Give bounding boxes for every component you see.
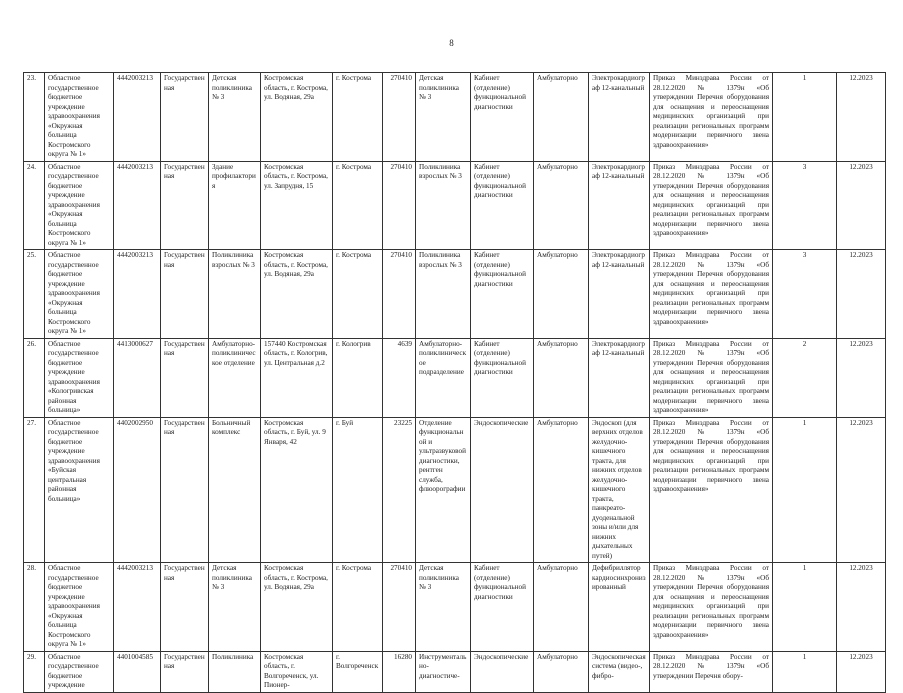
table-row xyxy=(24,250,886,339)
cell-quantity: 1 xyxy=(773,651,837,692)
cell-delivery-date: 12.2023 xyxy=(837,250,886,339)
cell-equipment-name: Электрокардиограф 12-канальный xyxy=(589,161,650,250)
cell-legal-document: Приказ Минздрава России от 28.12.2020 № 1379н «Об утверждении Перечня оборудования для оснащения и переоснащения медицинских организаций при реализации региональных программ модернизации первичного звена здравоохранения» xyxy=(650,338,773,417)
cell-equipment-name: Электрокардиограф 12-канальный xyxy=(589,73,650,162)
cell-facility-address: Костромская область, г. Кострома, ул. Водяная, 29а xyxy=(261,250,333,339)
cell-locality: г. Кострома xyxy=(333,73,383,162)
cell-quantity: 1 xyxy=(773,417,837,563)
cell-row-number: 29. xyxy=(24,651,45,692)
cell-cabinet-type: Кабинет (отделение) функциональной диагностики xyxy=(471,250,534,339)
cell-equipment-name: Электрокардиограф 12-канальный xyxy=(589,338,650,417)
cell-organization-name: Областное государственное бюджетное учреждение здравоохранения «Окружная больница Костромского округа № 1» xyxy=(45,563,114,652)
cell-delivery-date: 12.2023 xyxy=(837,417,886,563)
cell-facility-address: 157440 Костромская область, г. Кологрив, ул. Центральная д.2 xyxy=(261,338,333,417)
cell-organization-name: Областное государственное бюджетное учреждение здравоохранения «Кологривская районная больница» xyxy=(45,338,114,417)
cell-population: 270410 xyxy=(383,73,416,162)
cell-delivery-date: 12.2023 xyxy=(837,563,886,652)
cell-facility-address: Костромская область, г. Кострома, ул. Запрудня, 15 xyxy=(261,161,333,250)
cell-facility-unit: Поликлиника xyxy=(209,651,261,692)
cell-legal-document: Приказ Минздрава России от 28.12.2020 № 1379н «Об утверждении Перечня оборудования для оснащения и переоснащения медицинских организаций при реализации региональных программ модернизации первичного звена здравоохранения» xyxy=(650,417,773,563)
cell-row-number: 23. xyxy=(24,73,45,162)
page-number: 8 xyxy=(449,38,454,48)
cell-quantity: 1 xyxy=(773,563,837,652)
cell-locality: г. Кострома xyxy=(333,161,383,250)
cell-care-type: Амбулаторно xyxy=(534,338,589,417)
table-row xyxy=(24,417,886,563)
cell-population: 270410 xyxy=(383,563,416,652)
cell-quantity: 1 xyxy=(773,73,837,162)
cell-inn-code: 4442003213 xyxy=(114,161,161,250)
cell-delivery-date: 12.2023 xyxy=(837,651,886,692)
cell-quantity: 2 xyxy=(773,338,837,417)
cell-cabinet-type: Кабинет (отделение) функциональной диагностики xyxy=(471,73,534,162)
cell-ownership-form: Государственная xyxy=(161,563,209,652)
cell-facility-unit: Амбулаторно-поликлиническое отделение xyxy=(209,338,261,417)
cell-population: 16280 xyxy=(383,651,416,692)
cell-care-type: Амбулаторно xyxy=(534,651,589,692)
cell-locality: г. Буй xyxy=(333,417,383,563)
cell-facility-unit: Поликлиника взрослых № 3 xyxy=(209,250,261,339)
cell-quantity: 3 xyxy=(773,161,837,250)
cell-population: 270410 xyxy=(383,161,416,250)
cell-ownership-form: Государственная xyxy=(161,417,209,563)
cell-row-number: 24. xyxy=(24,161,45,250)
cell-inn-code: 4413000627 xyxy=(114,338,161,417)
cell-inn-code: 4442003213 xyxy=(114,250,161,339)
cell-row-number: 26. xyxy=(24,338,45,417)
cell-facility-unit: Детская поликлиника № 3 xyxy=(209,73,261,162)
cell-subdivision: Поликлиника взрослых № 3 xyxy=(416,161,471,250)
table-row xyxy=(24,161,886,250)
cell-legal-document: Приказ Минздрава России от 28.12.2020 № 1379н «Об утверждении Перечня оборудования для оснащения и переоснащения медицинских организаций при реализации региональных программ модернизации первичного звена здравоохранения» xyxy=(650,563,773,652)
cell-cabinet-type: Кабинет (отделение) функциональной диагностики xyxy=(471,338,534,417)
cell-inn-code: 4442003213 xyxy=(114,563,161,652)
cell-facility-address: Костромская область, г. Кострома, ул. Водяная, 29а xyxy=(261,73,333,162)
cell-care-type: Амбулаторно xyxy=(534,250,589,339)
cell-row-number: 28. xyxy=(24,563,45,652)
cell-organization-name: Областное государственное бюджетное учреждение здравоохранения «Окружная больница Костромского округа № 1» xyxy=(45,73,114,162)
cell-ownership-form: Государственная xyxy=(161,651,209,692)
cell-subdivision: Детская поликлиника № 3 xyxy=(416,563,471,652)
cell-subdivision: Инструментально-диагностиче- xyxy=(416,651,471,692)
cell-facility-address: Костромская область, г. Волгореченск, ул. Пионер- xyxy=(261,651,333,692)
cell-subdivision: Отделение функциональной и ультразвуковой диагностики, рентген служба, флюорографии xyxy=(416,417,471,563)
cell-cabinet-type: Кабинет (отделение) функциональной диагностики xyxy=(471,563,534,652)
cell-ownership-form: Государственная xyxy=(161,250,209,339)
cell-subdivision: Детская поликлиника № 3 xyxy=(416,73,471,162)
cell-equipment-name: Электрокардиограф 12-канальный xyxy=(589,250,650,339)
cell-inn-code: 4401004585 xyxy=(114,651,161,692)
cell-facility-unit: Больничный комплекс xyxy=(209,417,261,563)
cell-organization-name: Областное государственное бюджетное учреждение xyxy=(45,651,114,692)
cell-cabinet-type: Кабинет (отделение) функциональной диагностики xyxy=(471,161,534,250)
cell-ownership-form: Государственная xyxy=(161,338,209,417)
cell-locality: г. Кологрив xyxy=(333,338,383,417)
cell-equipment-name: Эндоскоп (для верхних отделов желудочно-кишечного тракта, для нижних отделов желудочно-кишечного тракта, панкреато-дуоденальной зоны и/или для нижних дыхательных путей) xyxy=(589,417,650,563)
cell-locality: г. Волгореченск xyxy=(333,651,383,692)
cell-row-number: 27. xyxy=(24,417,45,563)
cell-legal-document: Приказ Минздрава России от 28.12.2020 № 1379н «Об утверждении Перечня оборудования для оснащения и переоснащения медицинских организаций при реализации региональных программ модернизации первичного звена здравоохранения» xyxy=(650,73,773,162)
cell-equipment-name: Эндоскопическая система (видео-, фибро- xyxy=(589,651,650,692)
cell-legal-document: Приказ Минздрава России от 28.12.2020 № 1379н «Об утверждении Перечня обору- xyxy=(650,651,773,692)
cell-inn-code: 4402002950 xyxy=(114,417,161,563)
cell-facility-unit: Детская поликлиника № 3 xyxy=(209,563,261,652)
cell-delivery-date: 12.2023 xyxy=(837,73,886,162)
cell-population: 270410 xyxy=(383,250,416,339)
equipment-table xyxy=(23,72,886,693)
cell-facility-unit: Здание профилактория xyxy=(209,161,261,250)
cell-locality: г. Кострома xyxy=(333,563,383,652)
table-row xyxy=(24,338,886,417)
cell-delivery-date: 12.2023 xyxy=(837,338,886,417)
cell-population: 4639 xyxy=(383,338,416,417)
cell-care-type: Амбулаторно xyxy=(534,161,589,250)
cell-organization-name: Областное государственное бюджетное учреждение здравоохранения «Буйская центральная районная больница» xyxy=(45,417,114,563)
cell-care-type: Амбулаторно xyxy=(534,417,589,563)
cell-row-number: 25. xyxy=(24,250,45,339)
table-row xyxy=(24,563,886,652)
cell-legal-document: Приказ Минздрава России от 28.12.2020 № 1379н «Об утверждении Перечня оборудования для оснащения и переоснащения медицинских организаций при реализации региональных программ модернизации первичного звена здравоохранения» xyxy=(650,161,773,250)
cell-ownership-form: Государственная xyxy=(161,161,209,250)
cell-facility-address: Костромская область, г. Кострома, ул. Водяная, 29а xyxy=(261,563,333,652)
cell-cabinet-type: Эндоскопические xyxy=(471,417,534,563)
table-row xyxy=(24,651,886,692)
cell-subdivision: Амбулаторно-поликлиническое подразделение xyxy=(416,338,471,417)
cell-legal-document: Приказ Минздрава России от 28.12.2020 № 1379н «Об утверждении Перечня оборудования для оснащения и переоснащения медицинских организаций при реализации региональных программ модернизации первичного звена здравоохранения» xyxy=(650,250,773,339)
cell-population: 23225 xyxy=(383,417,416,563)
cell-ownership-form: Государственная xyxy=(161,73,209,162)
cell-facility-address: Костромская область, г. Буй, ул. 9 Января, 42 xyxy=(261,417,333,563)
cell-organization-name: Областное государственное бюджетное учреждение здравоохранения «Окружная больница Костромского округа № 1» xyxy=(45,161,114,250)
table-row xyxy=(24,73,886,162)
cell-equipment-name: Дефибриллятор кардиосинхронизированный xyxy=(589,563,650,652)
cell-care-type: Амбулаторно xyxy=(534,563,589,652)
cell-locality: г. Кострома xyxy=(333,250,383,339)
cell-organization-name: Областное государственное бюджетное учреждение здравоохранения «Окружная больница Костромского округа № 1» xyxy=(45,250,114,339)
cell-cabinet-type: Эндоскопические xyxy=(471,651,534,692)
cell-quantity: 3 xyxy=(773,250,837,339)
cell-subdivision: Поликлиника взрослых № 3 xyxy=(416,250,471,339)
cell-delivery-date: 12.2023 xyxy=(837,161,886,250)
cell-inn-code: 4442003213 xyxy=(114,73,161,162)
cell-care-type: Амбулаторно xyxy=(534,73,589,162)
